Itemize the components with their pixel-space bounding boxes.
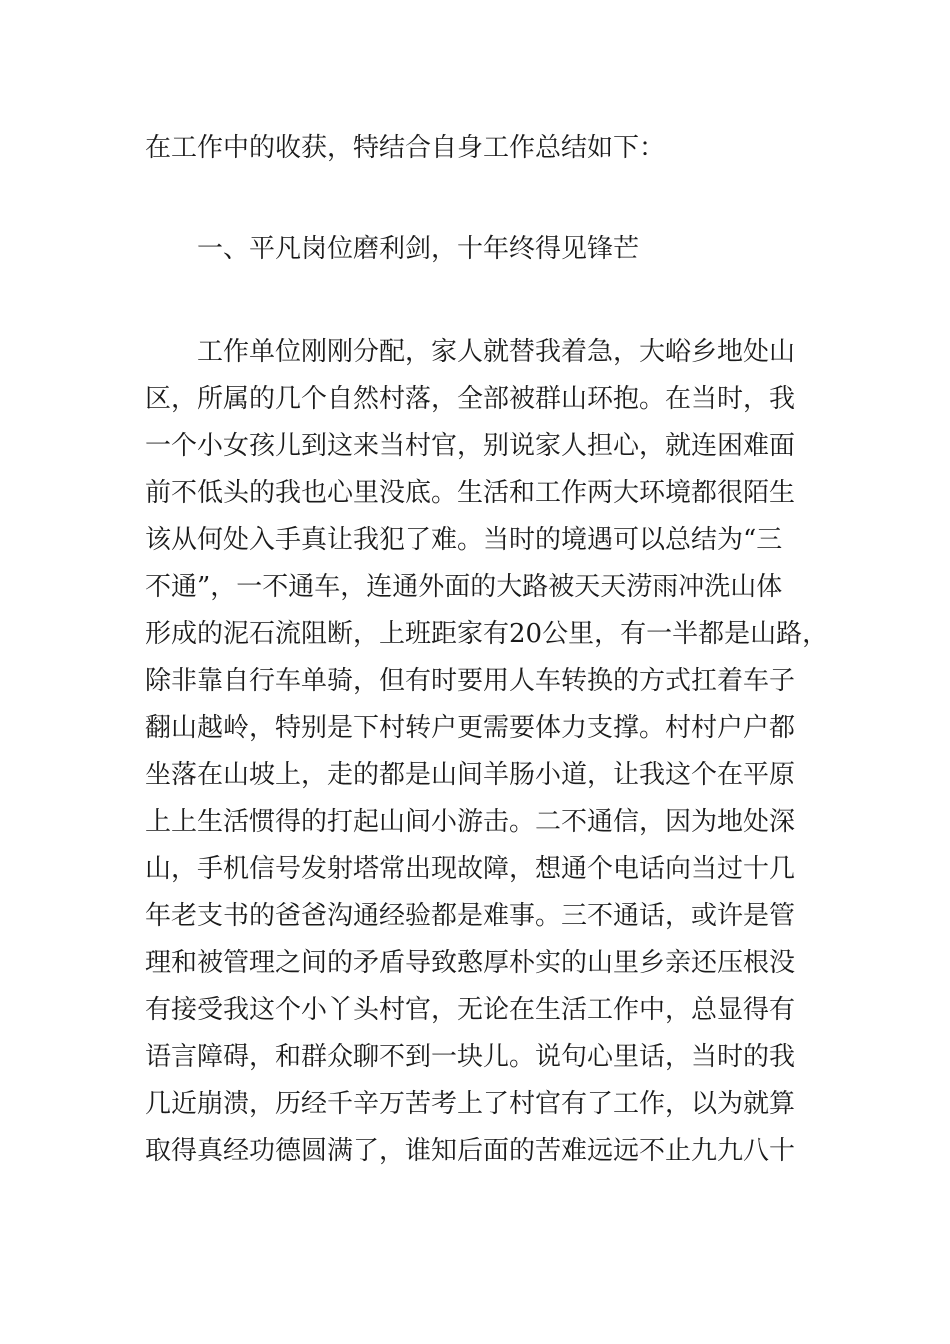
body-line: 坐落在山坡上，走的都是山间羊肠小道，让我这个在平原: [145, 760, 796, 790]
section-heading: 一、平凡岗位磨利剑，十年终得见锋芒: [197, 234, 640, 264]
body-line: 理和被管理之间的矛盾导致憨厚朴实的山里乡亲还压根没: [145, 948, 796, 978]
body-line: 上上生活惯得的打起山间小游击。二不通信，因为地处深: [145, 807, 796, 837]
body-line: 山，手机信号发射塔常出现故障，想通个电话向当过十几: [145, 854, 796, 884]
body-line: 形成的泥石流阻断，上班距家有20公里，有一半都是山路，: [145, 619, 829, 649]
body-line: 除非靠自行车单骑，但有时要用人车转换的方式扛着车子: [145, 666, 796, 696]
body-line: 取得真经功德圆满了，谁知后面的苦难远远不止九九八十: [145, 1136, 796, 1166]
body-line: 翻山越岭，特别是下村转户更需要体力支撑。村村户户都: [145, 713, 796, 743]
body-line: 该从何处入手真让我犯了难。当时的境遇可以总结为“三: [145, 525, 783, 555]
body-line: 工作单位刚刚分配，家人就替我着急，大峪乡地处山: [197, 337, 796, 367]
body-line: 一个小女孩儿到这来当村官，别说家人担心，就连困难面: [145, 431, 796, 461]
body-line: 区，所属的几个自然村落，全部被群山环抱。在当时，我: [145, 384, 796, 414]
body-line: 有接受我这个小丫头村官，无论在生活工作中，总显得有: [145, 995, 796, 1025]
body-line: 语言障碍，和群众聊不到一块儿。说句心里话，当时的我: [145, 1042, 796, 1072]
body-line: 前不低头的我也心里没底。生活和工作两大环境都很陌生: [145, 478, 796, 508]
intro-line: 在工作中的收获，特结合自身工作总结如下：: [145, 133, 666, 163]
body-line: 年老支书的爸爸沟通经验都是难事。三不通话，或许是管: [145, 901, 796, 931]
body-line: 不通”，一不通车，连通外面的大路被天天涝雨冲洗山体: [145, 572, 783, 602]
body-line: 几近崩溃，历经千辛万苦考上了村官有了工作，以为就算: [145, 1089, 796, 1119]
